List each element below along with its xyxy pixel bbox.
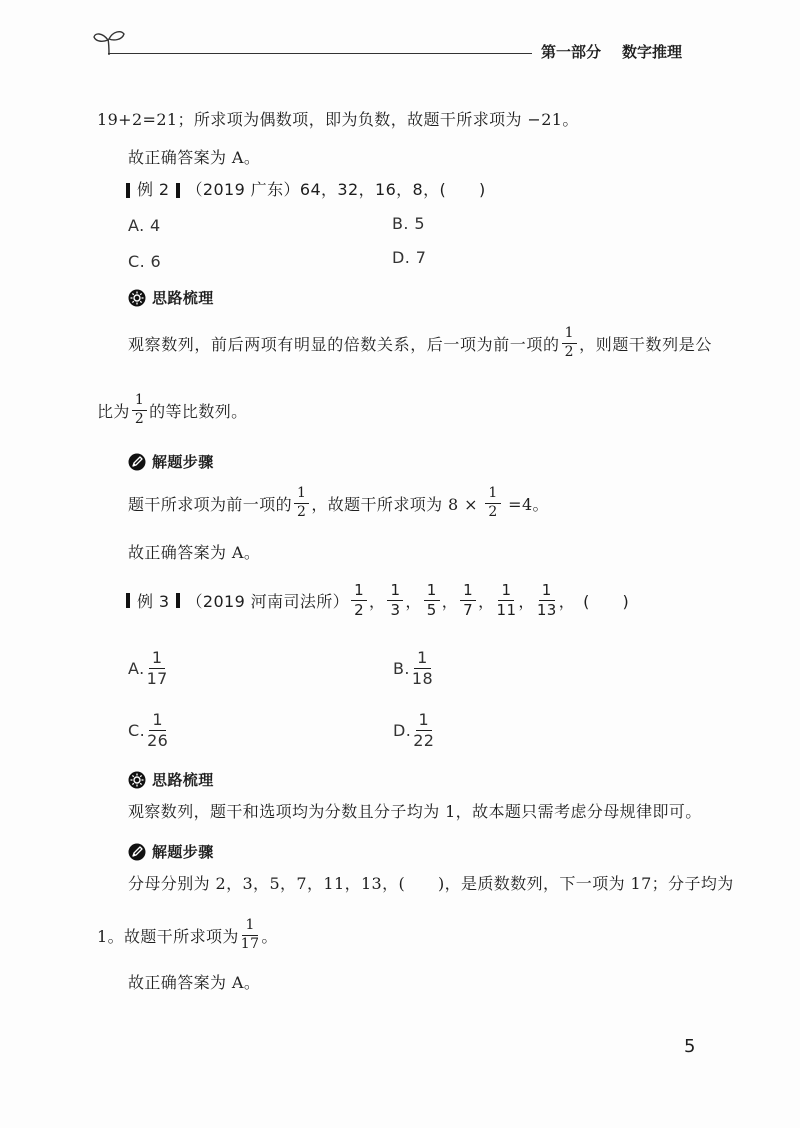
fraction [562,326,578,360]
numerator: 1 [498,582,514,601]
denominator: 11 [496,600,517,619]
example3-answer: 故正确答案为 A。 [128,973,261,992]
lightbulb-icon [128,771,146,789]
denominator: 26 [147,730,169,750]
sequence-fraction [537,582,557,618]
fraction [485,486,500,520]
solution-text: =4。 [502,494,549,514]
numerator: 1 [132,393,147,410]
numerator: 1 [387,582,403,601]
separator: ， [518,591,535,611]
sprout-icon [92,28,126,56]
example3-analysis-heading: 思路梳理 [152,771,214,789]
example2-question: 64，32，16，8，( ) [299,180,486,199]
separator: ， [478,591,495,611]
example2-option-a: A. 4 [128,216,161,235]
fraction [147,711,168,749]
prev-example-text: 19+2=21；所求项为偶数项，即为负数，故题干所求项为 −21。 [97,110,579,129]
example2-analysis-line1 [128,321,712,365]
example2-source: （2019 广东） [186,180,300,199]
example3-solution-heading-row [128,841,214,863]
option-label: B. [393,658,410,678]
denominator: 2 [354,600,365,619]
example3-solution-heading: 解题步骤 [152,843,214,861]
example2-solution-line [128,481,549,525]
denominator: 2 [564,343,575,360]
example2-option-d: D. 7 [392,248,427,267]
denominator: 17 [146,668,168,688]
denominator: 2 [134,410,145,427]
lightbulb-icon [128,289,146,307]
solution-text: 题干所求项为前一项的 [128,494,293,514]
example2-answer: 故正确答案为 A。 [128,543,261,562]
numerator: 1 [149,711,166,731]
example3-option-b [393,644,435,692]
example3-question-line [126,578,629,622]
tag-bracket-right [176,183,180,198]
separator: ， [405,591,422,611]
sequence-fraction [351,582,367,618]
analysis-text: 观察数列，前后两项有明显的倍数关系，后一项为前一项的 [128,334,560,354]
tag-bracket-right [176,593,180,608]
example2-option-c: C. 6 [128,252,162,271]
sequence-fraction [387,582,403,618]
denominator: 2 [488,503,498,520]
header-rule [108,53,532,54]
header-section-title: 数字推理 [622,43,683,61]
denominator: 7 [463,600,474,619]
example3-option-c [128,706,170,754]
example3-option-d [393,706,436,754]
denominator: 13 [536,600,557,619]
tag-bracket-left [126,183,130,198]
option-label: D. [393,720,412,740]
sequence-fraction [424,582,440,618]
example2-option-b: B. 5 [392,214,425,233]
denominator: 18 [411,668,434,688]
numerator: 1 [562,326,578,343]
example2-question-line [126,179,486,201]
separator: ， [369,591,386,611]
analysis-text: ，则题干数列是公 [579,334,712,354]
separator: ， [558,591,576,611]
denominator: 2 [297,503,307,520]
example3-analysis-text: 观察数列，题干和选项均为分数且分子均为 1，故本题只需考虑分母规律即可。 [128,802,702,821]
numerator: 1 [539,582,555,601]
example2-tag: 例 2 [137,180,170,199]
example3-solution-line2 [97,913,278,957]
prev-example-answer: 故正确答案为 A。 [128,148,261,167]
denominator: 3 [390,600,401,619]
numerator: 1 [351,582,367,601]
solution-text: 1。故题干所求项为 [97,926,239,946]
pen-icon [128,453,146,471]
numerator: 1 [149,649,166,669]
page-number: 5 [684,1036,696,1057]
fraction [132,393,147,427]
numerator: 1 [416,711,433,731]
numerator: 1 [414,649,431,669]
example2-solution-heading: 解题步骤 [152,453,214,471]
solution-text: 。 [261,926,278,946]
header-section-label: 第一部分 [541,43,602,61]
example3-source: （2019 河南司法所） [186,591,350,611]
numerator: 1 [460,582,476,601]
option-label: C. [128,720,146,740]
analysis-text: 比为 [97,401,130,421]
example3-blank: ( ) [583,591,630,611]
sequence-fraction [497,582,517,618]
denominator: 5 [426,600,437,619]
option-label: A. [128,658,145,678]
separator: ， [441,591,459,611]
fraction [147,649,168,687]
fraction [413,711,434,749]
analysis-text: 的等比数列。 [149,401,248,421]
example2-analysis-heading-row [128,287,214,309]
sequence-fraction [460,582,476,618]
example3-option-a [128,644,170,692]
example2-analysis-line2 [97,388,248,432]
fraction [294,486,309,520]
fraction [412,649,433,687]
numerator: 1 [485,486,500,503]
numerator: 1 [424,582,440,601]
fraction [241,918,260,952]
example2-analysis-heading: 思路梳理 [152,289,214,307]
solution-text: ，故题干所求项为 8 × [311,494,484,514]
denominator: 17 [240,935,260,952]
example3-analysis-heading-row [128,769,214,791]
example3-tag: 例 3 [137,591,170,611]
example2-solution-heading-row [128,451,214,473]
tag-bracket-left [126,593,130,608]
denominator: 22 [413,730,435,750]
pen-icon [128,843,146,861]
example3-solution-line1: 分母分别为 2，3，5，7，11，13，( )，是质数数列，下一项为 17；分子均为 [128,874,734,893]
numerator: 1 [294,486,309,503]
numerator: 1 [242,918,257,935]
